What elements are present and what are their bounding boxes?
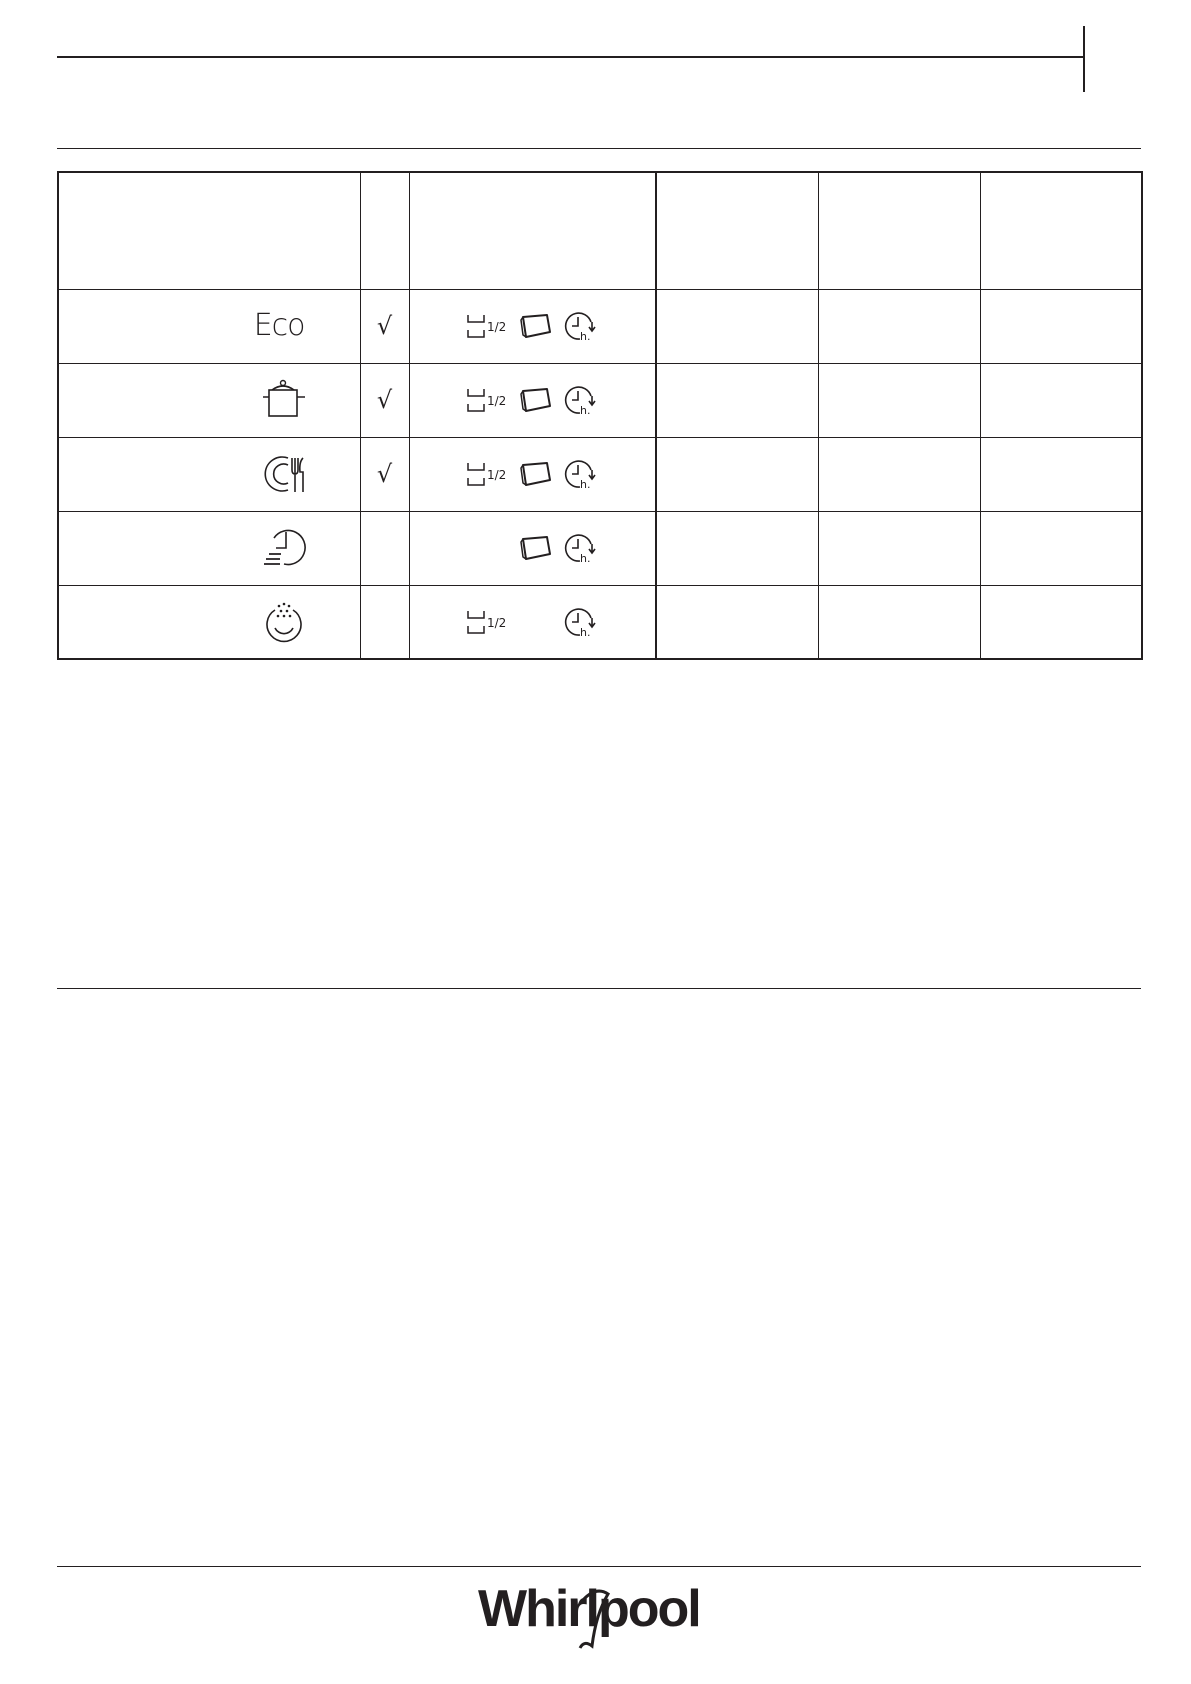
program-cell: [58, 363, 360, 437]
tablet-icon: [519, 313, 553, 339]
data-cell: [980, 585, 1142, 659]
half-load-text: 1/2: [486, 615, 506, 630]
pot-icon: [260, 376, 308, 424]
header-cell: [360, 172, 409, 289]
check-cell: [360, 511, 409, 585]
data-cell: [980, 289, 1142, 363]
data-cell: [980, 363, 1142, 437]
tablet-icon: [519, 387, 553, 413]
section-rule: [57, 988, 1141, 989]
programs-table: [57, 171, 1143, 660]
half-load-icon: [466, 387, 510, 413]
half-load-text: 1/2: [486, 320, 506, 334]
table-header-row: [58, 172, 1142, 289]
data-cell: [656, 437, 818, 511]
delay-icon: [563, 310, 597, 342]
delay-text: h.: [579, 478, 590, 490]
check-cell: √: [360, 437, 409, 511]
header-cell: [818, 172, 980, 289]
eco-label: Eco: [253, 307, 305, 343]
data-cell: [818, 585, 980, 659]
delay-icon: [563, 458, 597, 490]
options-cell: [409, 585, 656, 659]
options-cell: [409, 289, 656, 363]
header-cell: [980, 172, 1142, 289]
data-cell: [656, 289, 818, 363]
section-rule: [57, 148, 1141, 149]
table-row: [58, 289, 1142, 363]
program-cell: [58, 289, 360, 363]
table-row: [58, 363, 1142, 437]
half-load-text: 1/2: [486, 468, 506, 482]
check-cell: √: [360, 289, 409, 363]
program-cell: [58, 437, 360, 511]
tablet-icon: [519, 461, 553, 487]
data-cell: [818, 437, 980, 511]
data-cell: [818, 363, 980, 437]
plate-cutlery-icon: [260, 450, 308, 498]
data-cell: [656, 511, 818, 585]
data-cell: [818, 289, 980, 363]
header-top-rule: [57, 56, 1083, 58]
data-cell: [980, 437, 1142, 511]
brand-text: Whirlpool: [478, 1580, 700, 1638]
table-row: [58, 437, 1142, 511]
half-load-icon: [466, 461, 510, 487]
program-cell: [58, 585, 360, 659]
header-cell: [58, 172, 360, 289]
delay-text: h.: [579, 404, 590, 416]
delay-icon: [563, 384, 597, 416]
header-cell: [409, 172, 656, 289]
quick-wash-icon: [260, 524, 308, 572]
delay-text: h.: [579, 330, 590, 342]
header-corner-tick: [1083, 26, 1085, 92]
header-cell: [656, 172, 818, 289]
table-row: [58, 511, 1142, 585]
options-cell: [409, 437, 656, 511]
check-cell: √: [360, 363, 409, 437]
half-load-icon: [466, 609, 510, 635]
half-load-icon: [466, 313, 510, 339]
data-cell: [818, 511, 980, 585]
data-cell: [656, 585, 818, 659]
delay-icon: [563, 532, 597, 564]
options-cell: [409, 511, 656, 585]
delay-text: h.: [579, 625, 590, 638]
program-cell: [58, 511, 360, 585]
footer-rule: [57, 1566, 1141, 1567]
check-cell: [360, 585, 409, 659]
whirlpool-logo: [476, 1574, 716, 1650]
options-cell: [409, 363, 656, 437]
tablet-icon: [519, 535, 553, 561]
prewash-icon: [260, 598, 308, 646]
data-cell: [656, 363, 818, 437]
table-row: [58, 585, 1142, 659]
delay-icon: [563, 606, 597, 638]
data-cell: [980, 511, 1142, 585]
half-load-text: 1/2: [486, 394, 506, 408]
delay-text: h.: [579, 552, 590, 564]
